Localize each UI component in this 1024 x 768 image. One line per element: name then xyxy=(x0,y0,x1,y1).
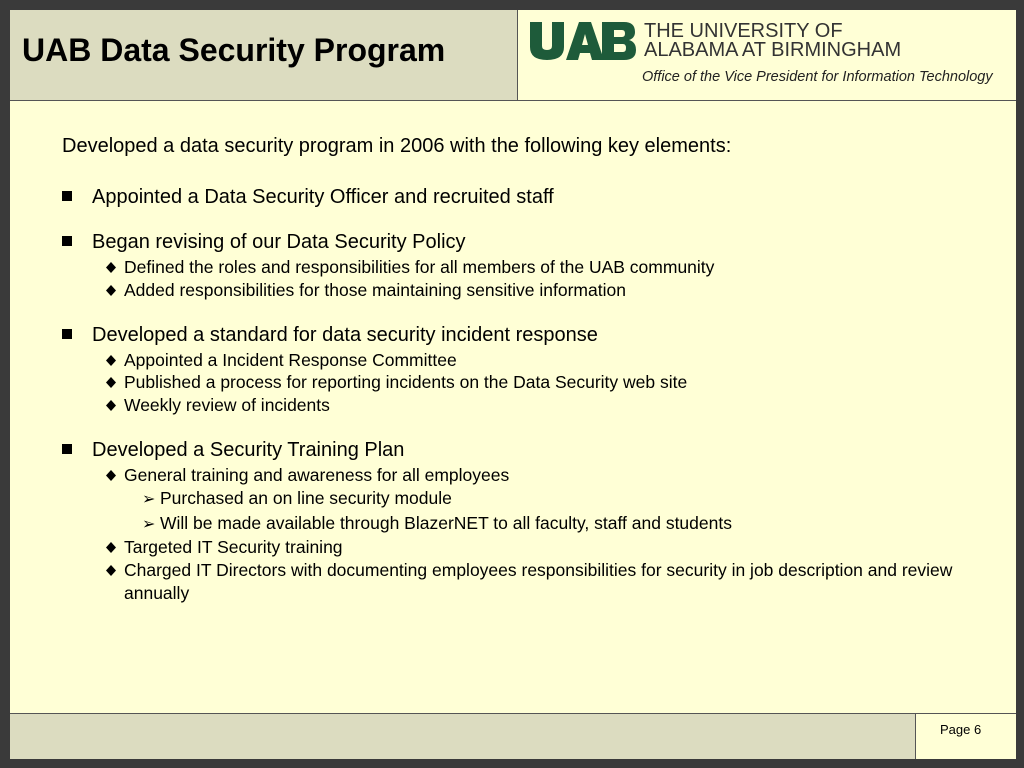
logo-subtitle: Office of the Vice President for Information Technology xyxy=(642,69,993,85)
square-bullet-icon xyxy=(62,236,72,246)
sub-bullet-item xyxy=(106,464,962,536)
bullet-text: Appointed a Data Security Officer and recruited staff xyxy=(92,186,554,208)
sub-bullet-text: Weekly review of incidents xyxy=(124,395,330,416)
diamond-bullet-icon xyxy=(106,284,116,297)
uab-logo xyxy=(518,10,1016,101)
logo-text-line2: ALABAMA AT BIRMINGHAM xyxy=(644,39,902,61)
sub-bullet-text: Targeted IT Security training xyxy=(124,537,343,558)
bullet-item xyxy=(62,231,962,302)
sub-sub-bullet-item xyxy=(142,487,962,512)
diamond-bullet-icon xyxy=(106,376,116,389)
page-number: Page 6 xyxy=(940,722,982,737)
bullet-item xyxy=(62,186,962,209)
sub-bullet-item xyxy=(106,371,962,394)
footer-bar xyxy=(10,713,916,759)
sub-bullet-text: Charged IT Directors with documenting employees responsibilities for security in job description and review annually xyxy=(124,560,953,603)
diamond-bullet-icon xyxy=(106,541,116,554)
sub-bullet-item xyxy=(106,279,962,302)
sub-bullet-item xyxy=(106,536,962,559)
sub-bullet-text: Appointed a Incident Response Committee xyxy=(124,349,457,370)
arrow-bullet-icon: ➢ xyxy=(142,515,156,533)
footer-page-box xyxy=(916,713,1016,759)
title-box xyxy=(10,10,518,101)
intro-text: Developed a data security program in 2006 with the following key elements: xyxy=(62,135,732,157)
bullet-text: Developed a standard for data security incident response xyxy=(92,323,598,346)
sub-bullet-text: Added responsibilities for those maintaining sensitive information xyxy=(124,279,626,300)
diamond-bullet-icon xyxy=(106,399,116,412)
slide-title: UAB Data Security Program xyxy=(22,32,446,68)
slide-content xyxy=(62,135,962,627)
logo-text-line1: THE UNIVERSITY OF xyxy=(644,20,843,42)
sub-bullet-list xyxy=(106,256,962,302)
bullet-item xyxy=(62,439,962,605)
square-bullet-icon xyxy=(62,191,72,201)
sub-sub-bullet-list xyxy=(142,487,962,537)
sub-bullet-text: Defined the roles and responsibilities for all members of the UAB community xyxy=(124,257,715,277)
bullet-text: Began revising of our Data Security Policy xyxy=(92,231,466,253)
slide xyxy=(10,10,1016,759)
bullet-list xyxy=(62,186,962,605)
arrow-bullet-icon: ➢ xyxy=(142,490,156,508)
sub-sub-bullet-text: Purchased an on line security module xyxy=(160,487,452,508)
square-bullet-icon xyxy=(62,444,72,454)
sub-bullet-item xyxy=(106,394,962,417)
diamond-bullet-icon xyxy=(106,261,116,274)
sub-sub-bullet-item xyxy=(142,512,962,537)
sub-bullet-list xyxy=(106,349,962,417)
sub-bullet-text: General training and awareness for all employees xyxy=(124,464,510,485)
diamond-bullet-icon xyxy=(106,469,116,482)
sub-bullet-list xyxy=(106,464,962,605)
diamond-bullet-icon xyxy=(106,354,116,367)
diamond-bullet-icon xyxy=(106,564,116,577)
uab-logo-mark xyxy=(530,22,636,60)
square-bullet-icon xyxy=(62,329,72,339)
bullet-text: Developed a Security Training Plan xyxy=(92,438,405,461)
sub-bullet-item xyxy=(106,559,962,605)
bullet-item xyxy=(62,324,962,417)
sub-bullet-item xyxy=(106,256,962,279)
sub-bullet-item xyxy=(106,349,962,372)
sub-sub-bullet-text: Will be made available through BlazerNET to all faculty, staff and students xyxy=(160,512,732,533)
sub-bullet-text: Published a process for reporting incidents on the Data Security web site xyxy=(124,372,688,393)
